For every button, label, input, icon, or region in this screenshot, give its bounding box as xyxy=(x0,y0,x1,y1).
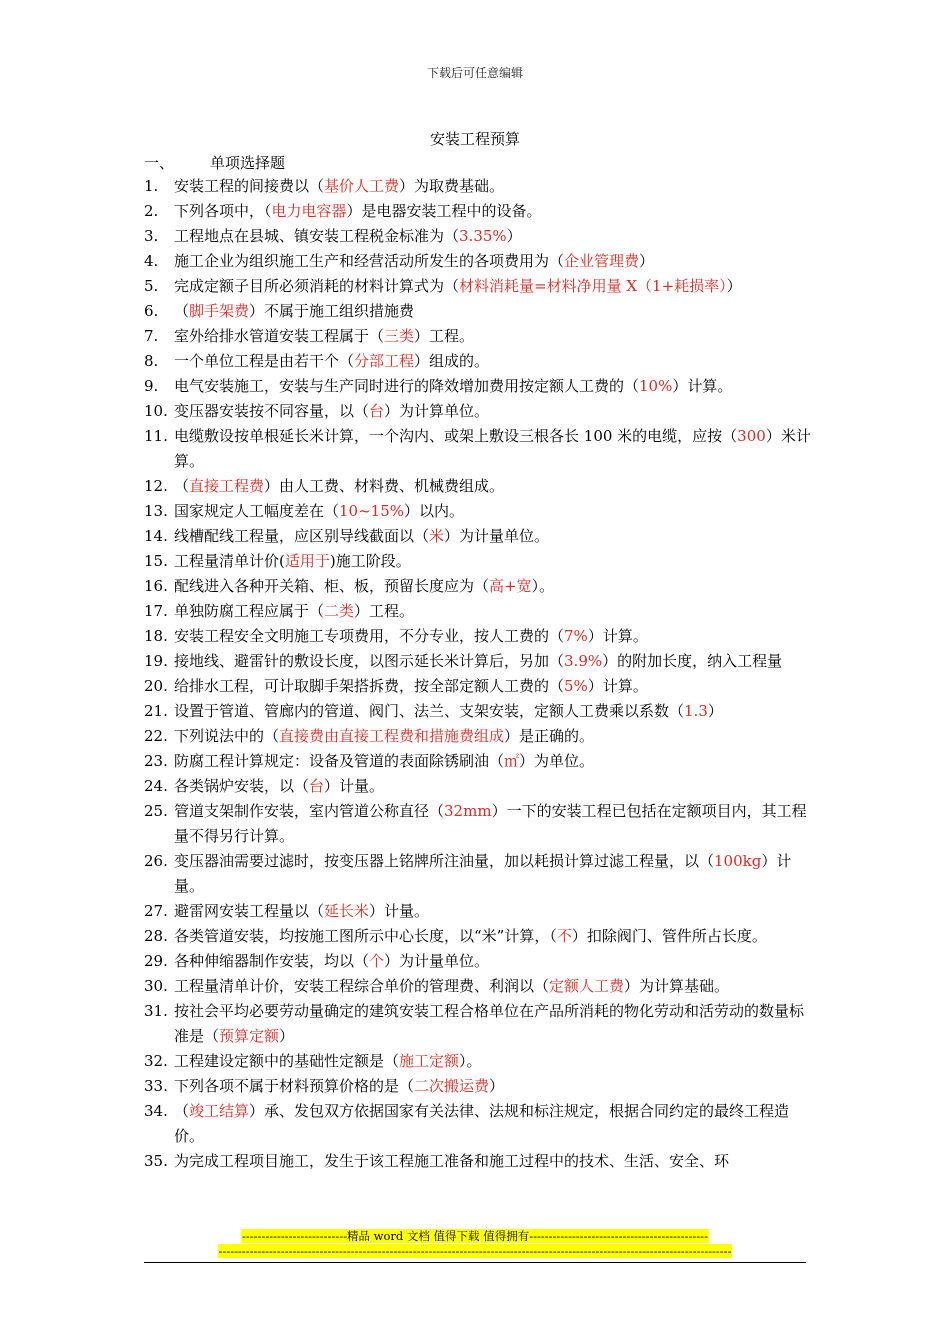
question-fragment: ）为计算单位。 xyxy=(384,402,490,420)
question-item xyxy=(144,199,816,224)
answer-text: 台 xyxy=(309,777,325,795)
answer-text: 企业管理费 xyxy=(564,252,640,270)
question-number: 7. xyxy=(144,327,159,345)
question-fragment: 给排水工程，可计取脚手架搭拆费，按全部定额人工费的（ xyxy=(174,677,565,695)
question-item xyxy=(144,774,816,799)
answer-text: 3.9% xyxy=(564,652,603,670)
question-text xyxy=(174,674,816,699)
question-number: 5. xyxy=(144,277,159,295)
question-text xyxy=(174,799,816,849)
section-title: 单项选择题 xyxy=(210,154,286,172)
question-fragment: 管道支架制作安装，室内管道公称直径（ xyxy=(174,802,445,820)
question-fragment: 单独防腐工程应属于（ xyxy=(174,602,325,620)
question-fragment: ）的附加长度，纳入工程量 xyxy=(602,652,783,670)
question-fragment: ） xyxy=(489,1077,505,1095)
question-fragment: 各类锅炉安装，以（ xyxy=(174,777,310,795)
question-item xyxy=(144,274,816,299)
question-number: 4. xyxy=(144,252,159,270)
question-text xyxy=(174,174,816,199)
question-item xyxy=(144,349,816,374)
answer-text: 台 xyxy=(369,402,385,420)
question-item xyxy=(144,924,816,949)
question-number: 35. xyxy=(144,1152,168,1170)
answer-text: 直接工程费 xyxy=(189,477,265,495)
question-number: 27. xyxy=(144,902,168,920)
question-fragment: ）是电器安装工程中的设备。 xyxy=(346,202,542,220)
question-item xyxy=(144,549,816,574)
question-text xyxy=(174,474,816,499)
question-fragment: ）。 xyxy=(531,577,555,595)
question-fragment: ） xyxy=(279,1027,295,1045)
question-fragment: 接地线、避雷针的敷设长度，以图示延长米计算后，另加（ xyxy=(174,652,565,670)
question-fragment: （ xyxy=(174,302,190,320)
answer-text: 高+宽 xyxy=(489,577,532,595)
question-item xyxy=(144,1074,816,1099)
answer-text: 二类 xyxy=(324,602,355,620)
question-fragment: 施工企业为组织施工生产和经营活动所发生的各项费用为（ xyxy=(174,252,565,270)
question-number: 1. xyxy=(144,177,159,195)
question-fragment: ） xyxy=(707,702,723,720)
question-fragment: ）计算。 xyxy=(587,677,648,695)
question-fragment: 工程量清单计价( xyxy=(174,552,285,570)
question-item xyxy=(144,599,816,624)
footer-dashes-text: ------------------------------------------------------------------------------------------------------------------------------------ xyxy=(218,1244,732,1258)
question-item xyxy=(144,724,816,749)
question-fragment: 变压器油需要过滤时，按变压器上铭牌所注油量，加以耗损计算过滤工程量，以（ xyxy=(174,852,715,870)
question-item xyxy=(144,1049,816,1074)
answer-text: 32mm xyxy=(444,802,492,820)
question-text xyxy=(174,849,816,899)
question-number: 10. xyxy=(144,402,168,420)
question-text xyxy=(174,399,816,424)
question-number: 11. xyxy=(144,427,168,445)
question-fragment: 变压器安装按不同容量，以（ xyxy=(174,402,370,420)
question-number: 32. xyxy=(144,1052,168,1070)
question-number: 21. xyxy=(144,702,168,720)
question-fragment: ） xyxy=(726,277,742,295)
question-item xyxy=(144,499,816,524)
question-item xyxy=(144,574,816,599)
answer-text: 定额人工费 xyxy=(549,977,625,995)
question-number: 17. xyxy=(144,602,168,620)
question-item xyxy=(144,474,816,499)
question-fragment: （ xyxy=(174,1102,190,1120)
question-fragment: ）计算。 xyxy=(587,627,648,645)
question-number: 28. xyxy=(144,927,168,945)
question-number: 8. xyxy=(144,352,159,370)
question-text xyxy=(174,224,816,249)
question-text xyxy=(174,374,816,399)
question-text xyxy=(174,349,816,374)
question-text xyxy=(174,999,816,1049)
answer-text: 10~15% xyxy=(339,502,405,520)
question-fragment: 安装工程的间接费以（ xyxy=(174,177,325,195)
question-item xyxy=(144,999,816,1049)
answer-text: 电力电容器 xyxy=(271,202,347,220)
answer-text: ㎡ xyxy=(504,752,520,770)
question-item xyxy=(144,524,816,549)
question-number: 14. xyxy=(144,527,168,545)
question-text xyxy=(174,599,816,624)
answer-text: 竣工结算 xyxy=(189,1102,250,1120)
question-number: 16. xyxy=(144,577,168,595)
answer-text: 5% xyxy=(564,677,588,695)
question-fragment: 为完成工程项目施工，发生于该工程施工准备和施工过程中的技术、生活、安全、环 xyxy=(174,1152,730,1170)
footer-banner-text: ---------------------------精品 word 文档 值得下载 值得拥有---------------------------------------------- xyxy=(242,1229,708,1243)
question-number: 29. xyxy=(144,952,168,970)
question-number: 15. xyxy=(144,552,168,570)
question-text xyxy=(174,1074,816,1099)
answer-text: 延长米 xyxy=(324,902,370,920)
question-fragment: 配线进入各种开关箱、柜、板，预留长度应为（ xyxy=(174,577,490,595)
question-item xyxy=(144,849,816,899)
question-text xyxy=(174,424,816,474)
question-text xyxy=(174,749,816,774)
answer-text: 100kg xyxy=(714,852,762,870)
question-fragment: ）。 xyxy=(459,1052,482,1070)
question-number: 20. xyxy=(144,677,168,695)
question-text xyxy=(174,574,816,599)
question-number: 25. xyxy=(144,802,168,820)
answer-text: 米 xyxy=(429,527,445,545)
question-number: 3. xyxy=(144,227,159,245)
question-fragment: ）为取费基础。 xyxy=(399,177,505,195)
question-item xyxy=(144,974,816,999)
question-fragment: 各类管道安装，均按施工图所示中心长度，以“米”计算，（ xyxy=(174,927,557,945)
question-number: 6. xyxy=(144,302,159,320)
question-fragment: ）为计量单位。 xyxy=(444,527,550,545)
question-number: 2. xyxy=(144,202,159,220)
question-item xyxy=(144,649,816,674)
answer-text: 直接费由直接工程费和措施费组成 xyxy=(279,727,505,745)
question-item xyxy=(144,299,816,324)
question-text xyxy=(174,499,816,524)
question-item xyxy=(144,374,816,399)
question-fragment: 下列各项不属于材料预算价格的是（ xyxy=(174,1077,415,1095)
question-item xyxy=(144,224,816,249)
question-text xyxy=(174,649,816,674)
question-item xyxy=(144,1149,816,1174)
answer-text: 3.35% xyxy=(459,227,507,245)
answer-text: 三类 xyxy=(384,327,415,345)
question-text xyxy=(174,1099,816,1149)
answer-text: 适用于 xyxy=(284,552,330,570)
question-fragment: 室外给排水管道安装工程属于（ xyxy=(174,327,385,345)
question-item xyxy=(144,799,816,849)
question-number: 22. xyxy=(144,727,168,745)
question-text xyxy=(174,324,816,349)
question-item xyxy=(144,174,816,199)
question-number: 26. xyxy=(144,852,168,870)
page-header: 下载后可任意编辑 xyxy=(426,66,523,80)
question-text xyxy=(174,199,816,224)
question-fragment: ） xyxy=(506,227,522,245)
question-fragment: 下列各项中，（ xyxy=(174,202,272,220)
question-text xyxy=(174,249,816,274)
question-fragment: ）是正确的。 xyxy=(504,727,595,745)
question-number: 13. xyxy=(144,502,168,520)
question-number: 9. xyxy=(144,377,159,395)
question-fragment: ）计量。 xyxy=(369,902,430,920)
question-text xyxy=(174,724,816,749)
answer-text: 分部工程 xyxy=(354,352,415,370)
question-number: 34. xyxy=(144,1102,168,1120)
question-fragment: ）一下的安装工程已包括在定额项目内，其工程量不得另行计算。 xyxy=(174,802,807,845)
question-text xyxy=(174,549,816,574)
question-fragment: ）承、发包双方依据国家有关法律、法规和标注规定，根据合同约定的最终工程造价。 xyxy=(174,1102,790,1145)
question-fragment: 线槽配线工程量，应区别导线截面以（ xyxy=(174,527,430,545)
question-fragment: 工程建设定额中的基础性定额是（ xyxy=(174,1052,400,1070)
question-item xyxy=(144,249,816,274)
answer-text: 施工定额 xyxy=(399,1052,460,1070)
question-text xyxy=(174,524,816,549)
question-text xyxy=(174,1149,816,1174)
question-fragment: ）工程。 xyxy=(354,602,415,620)
question-text xyxy=(174,274,816,299)
question-item xyxy=(144,899,816,924)
question-item xyxy=(144,749,816,774)
question-fragment: 工程量清单计价，安装工程综合单价的管理费、利润以（ xyxy=(174,977,550,995)
question-fragment: ）计量。 xyxy=(174,852,792,895)
question-fragment: 工程地点在县城、镇安装工程税金标准为（ xyxy=(174,227,460,245)
question-fragment: 各种伸缩器制作安装，均以（ xyxy=(174,952,370,970)
question-fragment: ）为单位。 xyxy=(519,752,595,770)
question-fragment: ）不属于施工组织措施费 xyxy=(249,302,415,320)
question-fragment: ） xyxy=(639,252,655,270)
question-fragment: （ xyxy=(174,477,190,495)
answer-text: 预算定额 xyxy=(219,1027,280,1045)
answer-text: 7% xyxy=(564,627,588,645)
question-fragment: 完成定额子目所必须消耗的材料计算式为（ xyxy=(174,277,460,295)
answer-text: 不 xyxy=(556,927,572,945)
footer-dashes xyxy=(0,1244,950,1258)
question-item xyxy=(144,1099,816,1149)
answer-text: 个 xyxy=(369,952,385,970)
question-list xyxy=(144,174,816,1174)
question-item xyxy=(144,324,816,349)
question-fragment: ）以内。 xyxy=(404,502,465,520)
question-text xyxy=(174,949,816,974)
question-item xyxy=(144,424,816,474)
question-number: 12. xyxy=(144,477,168,495)
question-item xyxy=(144,674,816,699)
answer-text: 材料消耗量=材料净用量 X（1+耗损率） xyxy=(459,277,727,295)
question-number: 33. xyxy=(144,1077,168,1095)
question-text xyxy=(174,624,816,649)
answer-text: 脚手架费 xyxy=(189,302,250,320)
question-number: 30. xyxy=(144,977,168,995)
footer-rule xyxy=(144,1262,806,1263)
question-text xyxy=(174,774,816,799)
question-text xyxy=(174,699,816,724)
answer-text: 基价人工费 xyxy=(324,177,400,195)
question-fragment: 安装工程安全文明施工专项费用，不分专业，按人工费的（ xyxy=(174,627,565,645)
footer-banner xyxy=(0,1229,950,1243)
question-fragment: 一个单位工程是由若干个（ xyxy=(174,352,355,370)
document-title: 安装工程预算 xyxy=(429,130,520,148)
question-item xyxy=(144,699,816,724)
question-text xyxy=(174,974,816,999)
question-item xyxy=(144,624,816,649)
question-fragment: ）米计算。 xyxy=(174,427,811,470)
question-item xyxy=(144,949,816,974)
question-fragment: 防腐工程计算规定：设备及管道的表面除锈刷油（ xyxy=(174,752,505,770)
question-fragment: 下列说法中的（ xyxy=(174,727,280,745)
answer-text: 1.3 xyxy=(684,702,708,720)
question-fragment: ）计量。 xyxy=(324,777,385,795)
question-number: 23. xyxy=(144,752,168,770)
answer-text: 300 xyxy=(737,427,766,445)
question-fragment: 避雷网安装工程量以（ xyxy=(174,902,325,920)
question-fragment: ）为计量单位。 xyxy=(384,952,490,970)
question-fragment: 电气安装施工，安装与生产同时进行的降效增加费用按定额人工费的（ xyxy=(174,377,640,395)
question-fragment: ）由人工费、材料费、机械费组成。 xyxy=(264,477,505,495)
question-number: 31. xyxy=(144,1002,168,1020)
question-fragment: ）扣除阀门、管件所占长度。 xyxy=(571,927,767,945)
section-number: 一、 xyxy=(144,154,175,172)
question-fragment: )施工阶段。 xyxy=(329,552,411,570)
question-item xyxy=(144,399,816,424)
answer-text: 10% xyxy=(639,377,673,395)
question-fragment: 设置于管道、管廊内的管道、阀门、法兰、支架安装，定额人工费乘以系数（ xyxy=(174,702,685,720)
answer-text: 二次搬运费 xyxy=(414,1077,490,1095)
question-fragment: ）工程。 xyxy=(414,327,475,345)
question-fragment: 电缆敷设按单根延长米计算，一个沟内、或架上敷设三根各长 100 米的电缆，应按（ xyxy=(174,427,738,445)
question-fragment: ）计算。 xyxy=(672,377,733,395)
question-text xyxy=(174,899,816,924)
question-text xyxy=(174,924,816,949)
question-fragment: 国家规定人工幅度差在（ xyxy=(174,502,340,520)
question-number: 24. xyxy=(144,777,168,795)
section-heading xyxy=(144,152,285,173)
question-fragment: ）组成的。 xyxy=(414,352,490,370)
question-number: 19. xyxy=(144,652,168,670)
question-text xyxy=(174,299,816,324)
question-text xyxy=(174,1049,816,1074)
question-fragment: 按社会平均必要劳动量确定的建筑安装工程合格单位在产品所消耗的物化劳动和活劳动的数量标准是（ xyxy=(174,1002,805,1045)
question-fragment: ）为计算基础。 xyxy=(624,977,730,995)
question-number: 18. xyxy=(144,627,168,645)
